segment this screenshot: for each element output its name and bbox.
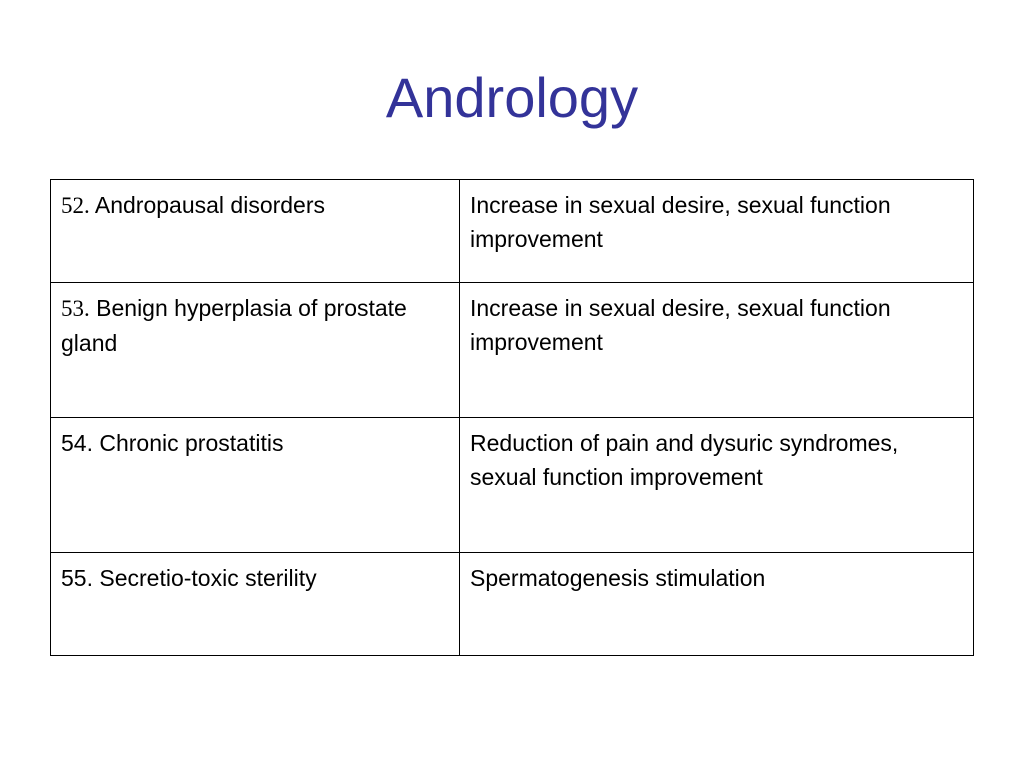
condition-cell bbox=[51, 180, 460, 283]
condition-text: Andropausal disorders bbox=[89, 192, 326, 218]
condition-cell bbox=[51, 283, 460, 418]
effect-cell: Reduction of pain and dysuric syndromes, sexual function improvement bbox=[460, 418, 974, 553]
effect-cell: Increase in sexual desire, sexual function improvement bbox=[460, 180, 974, 283]
condition-number: 55. bbox=[61, 565, 93, 591]
condition-number: 53. bbox=[61, 296, 90, 321]
condition-cell bbox=[51, 553, 460, 656]
condition-number: 54. bbox=[61, 430, 93, 456]
slide-title: Andrology bbox=[385, 66, 639, 129]
condition-number: 52. bbox=[61, 193, 90, 218]
effect-cell: Increase in sexual desire, sexual function improvement bbox=[460, 283, 974, 418]
table-row bbox=[51, 418, 974, 553]
condition-text: Chronic prostatitis bbox=[92, 430, 284, 456]
condition-text: Benign hyperplasia of prostate gland bbox=[61, 295, 407, 356]
table-row bbox=[51, 553, 974, 656]
effect-cell: Spermatogenesis stimulation bbox=[460, 553, 974, 656]
table-row bbox=[51, 180, 974, 283]
andrology-table bbox=[50, 179, 974, 656]
table-row bbox=[51, 283, 974, 418]
condition-cell bbox=[51, 418, 460, 553]
condition-text: Secretio-toxic sterility bbox=[92, 565, 317, 591]
